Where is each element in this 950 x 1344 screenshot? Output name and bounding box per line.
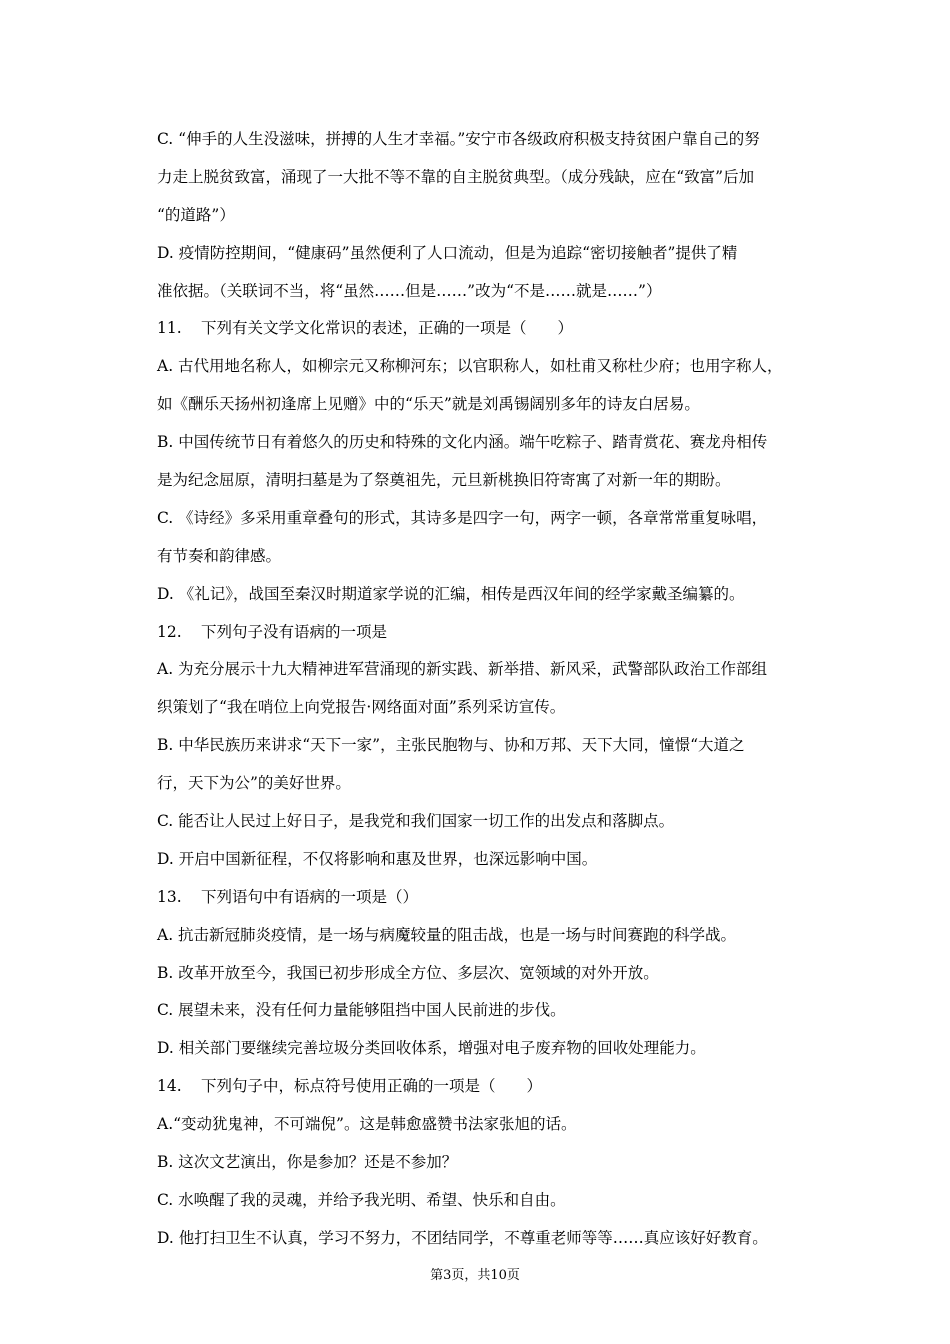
text-line: “的道路”） bbox=[157, 205, 235, 224]
text-line: D. 相关部门要继续完善垃圾分类回收体系，增强对电子废弃物的回收处理能力。 bbox=[157, 1039, 706, 1058]
text-line: A. 为充分展示十九大精神进军营涌现的新实践、新举措、新风采，武警部队政治工作部组 bbox=[157, 660, 768, 679]
text-line: 织策划了“我在哨位上向党报告·网络面对面”系列采访宣传。 bbox=[157, 698, 566, 717]
text-line: 有节奏和韵律感。 bbox=[157, 546, 282, 565]
page-footer: 第3页，共10页 bbox=[430, 1268, 520, 1283]
question-stem-13 bbox=[157, 879, 797, 917]
question-text: 下列有关文学文化常识的表述，正确的一项是（ ） bbox=[201, 319, 574, 338]
question-number: 12. bbox=[157, 622, 182, 641]
text-line: C. 展望未来，没有任何力量能够阻挡中国人民前进的步伐。 bbox=[157, 1001, 566, 1020]
text-line: C. 能否让人民过上好日子，是我党和我们国家一切工作的出发点和落脚点。 bbox=[157, 812, 675, 831]
text-line: B. 这次文艺演出，你是参加？还是不参加？ bbox=[157, 1153, 458, 1172]
question-stem-11 bbox=[157, 310, 797, 348]
text-line: B. 改革开放至今，我国已初步形成全方位、多层次、宽领域的对外开放。 bbox=[157, 963, 659, 982]
text-line: D. 开启中国新征程，不仅将影响和惠及世界，也深远影响中国。 bbox=[157, 849, 598, 868]
question-number: 14. bbox=[157, 1077, 182, 1096]
text-line: D. 他打扫卫生不认真，学习不努力，不团结同学，不尊重老师等等……真应该好好教育。 bbox=[157, 1228, 768, 1247]
text-line: B. 中华民族历来讲求“天下一家”，主张民胞物与、协和万邦、天下大同，憧憬“大道之 bbox=[157, 736, 745, 755]
text-line: A. 古代用地名称人，如柳宗元又称柳河东；以官职称人，如杜甫又称杜少府；也用字称人， bbox=[157, 357, 783, 376]
text-line: 是为纪念屈原，清明扫墓是为了祭奠祖先，元旦新桃换旧符寄寓了对新一年的期盼。 bbox=[157, 471, 731, 490]
text-line: A. 抗击新冠肺炎疫情，是一场与病魔较量的阻击战，也是一场与时间赛跑的科学战。 bbox=[157, 925, 737, 944]
question-number: 13. bbox=[157, 887, 182, 906]
question-text: 下列语句中有语病的一项是（） bbox=[201, 887, 419, 906]
text-line: C. 《诗经》多采用重章叠句的形式，其诗多是四字一句，两字一顿，各章常常重复咏唱， bbox=[157, 508, 768, 527]
text-line: 准依据。（关联词不当，将“虽然……但是……”改为“不是……就是……”） bbox=[157, 281, 662, 300]
question-text: 下列句子中，标点符号使用正确的一项是（ ） bbox=[201, 1077, 543, 1096]
question-stem-12 bbox=[157, 614, 797, 652]
text-line: 行，天下为公”的美好世界。 bbox=[157, 774, 351, 793]
text-line: D. 疫情防控期间，“健康码”虽然便利了人口流动，但是为追踪“密切接触者”提供了精 bbox=[157, 243, 738, 262]
page-content bbox=[157, 121, 797, 1258]
question-number: 11. bbox=[157, 319, 182, 338]
text-line: D. 《礼记》，战国至秦汉时期道家学说的汇编，相传是西汉年间的经学家戴圣编纂的。 bbox=[157, 584, 745, 603]
text-line: A.“变动犹鬼神，不可端倪”。这是韩愈盛赞书法家张旭的话。 bbox=[157, 1115, 577, 1134]
text-line: 如《酬乐天扬州初逢席上见赠》中的“乐天”就是刘禹锡阔别多年的诗友白居易。 bbox=[157, 395, 700, 414]
text-line: B. 中国传统节日有着悠久的历史和特殊的文化内涵。端午吃粽子、踏青赏花、赛龙舟相传 bbox=[157, 433, 768, 452]
text-line: C. 水唤醒了我的灵魂，并给予我光明、希望、快乐和自由。 bbox=[157, 1190, 566, 1209]
question-text: 下列句子没有语病的一项是 bbox=[201, 622, 388, 641]
question-stem-14 bbox=[157, 1068, 797, 1106]
text-line: 力走上脱贫致富，涌现了一大批不等不靠的自主脱贫典型。（成分残缺，应在“致富”后加 bbox=[157, 167, 755, 186]
text-line: C. “伸手的人生没滋味，拼搏的人生才幸福。”安宁市各级政府积极支持贫困户靠自己的努 bbox=[157, 130, 760, 148]
